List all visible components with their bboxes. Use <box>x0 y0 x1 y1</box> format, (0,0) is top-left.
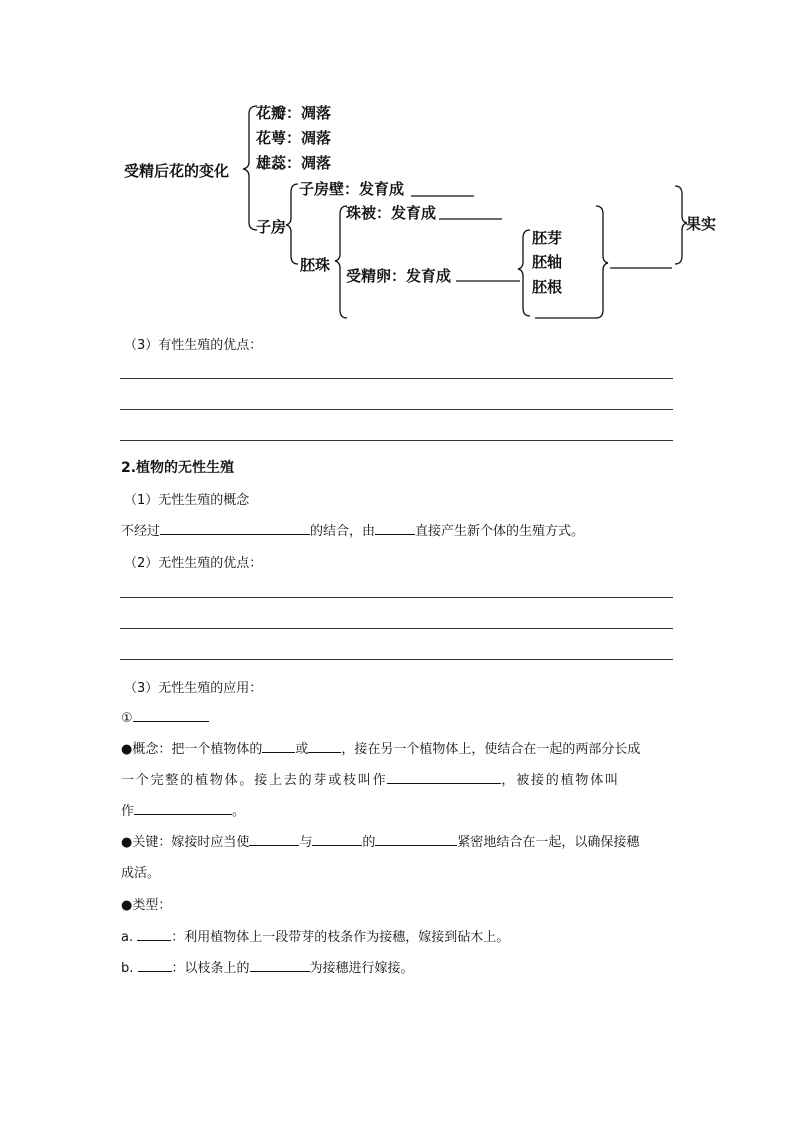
main-brace <box>243 106 257 230</box>
key-text-1: ●关键：嫁接时应当使 <box>121 835 250 850</box>
graft-concept-line1 <box>121 738 640 757</box>
graft-concept-text-5: ，被接的植物体叫 <box>501 773 620 788</box>
item1-blank[interactable] <box>133 707 209 722</box>
graft-blank-4[interactable] <box>134 800 232 815</box>
plumule-label: 胚芽 <box>532 229 563 247</box>
graft-concept-text-3: ，接在另一个植物体上，使结合在一起的两部分长成 <box>341 742 641 757</box>
key-text-4: 紧密地结合在一起，以确保接穗 <box>457 835 640 850</box>
concept-blank-2[interactable] <box>375 520 415 535</box>
item1-marker: ① <box>121 711 133 726</box>
answer-line <box>120 659 673 660</box>
asexual-advantages-label: （2）无性生殖的优点： <box>124 556 263 571</box>
type-b-line <box>121 957 414 976</box>
type-b-text-1: ：以枝条上的 <box>171 961 250 976</box>
graft-concept-text-4: 一个完整的植物体。接上去的芽或枝叫作 <box>121 773 388 788</box>
type-a-text: ：利用植物体上一段带芽的枝条作为接穗，嫁接到砧木上。 <box>171 930 510 945</box>
sexual-advantages-label: （3）有性生殖的优点： <box>124 338 263 353</box>
answer-line <box>120 628 673 629</box>
petal-label: 花瓣：凋落 <box>256 104 332 122</box>
radicle-label: 胚根 <box>532 278 563 296</box>
fruit-label: 果实 <box>686 215 717 233</box>
embryo-left-brace <box>518 230 530 316</box>
type-a-blank[interactable] <box>137 926 171 941</box>
graft-concept-text-6: 作 <box>121 804 135 819</box>
answer-line <box>120 440 673 441</box>
stamen-label: 雄蕊：凋落 <box>256 154 332 172</box>
concept-text-3: 直接产生新个体的生殖方式。 <box>415 524 585 539</box>
key-text-2: 与 <box>299 835 313 850</box>
graft-blank-3[interactable] <box>387 769 501 784</box>
graft-concept-text-1: ●概念：把一个植物体的 <box>121 742 263 757</box>
key-blank-2[interactable] <box>312 831 362 846</box>
type-b-blank-2[interactable] <box>250 957 310 972</box>
type-b-blank-1[interactable] <box>138 957 172 972</box>
graft-concept-line3 <box>121 800 245 819</box>
type-a-line <box>121 926 509 945</box>
type-b-text-2: 为接穗进行嫁接。 <box>309 961 414 976</box>
key-blank-1[interactable] <box>249 831 299 846</box>
ovary-brace <box>286 184 298 264</box>
embryo-right-brace <box>596 206 608 318</box>
ovary-wall-label: 子房壁：发育成 <box>299 180 405 198</box>
graft-concept-text-7: 。 <box>232 804 246 819</box>
application-label: （3）无性生殖的应用： <box>124 681 263 696</box>
concept-text-1: 不经过 <box>121 524 161 539</box>
fertilized-egg-label: 受精卵：发育成 <box>346 267 452 285</box>
hypocotyl-label: 胚轴 <box>532 253 563 271</box>
key-text-3: 的 <box>362 835 376 850</box>
type-b-marker: b. <box>121 961 134 976</box>
ovule-label: 胚珠 <box>300 256 331 274</box>
key-blank-3[interactable] <box>375 831 457 846</box>
answer-line <box>120 378 673 379</box>
type-a-marker: a. <box>121 930 134 945</box>
graft-concept-line2 <box>121 769 620 788</box>
concept-label: （1）无性生殖的概念 <box>124 493 250 508</box>
integument-label: 珠被：发育成 <box>346 204 437 222</box>
item1-line <box>121 707 209 726</box>
graft-blank-1[interactable] <box>262 738 295 753</box>
graft-blank-2[interactable] <box>308 738 341 753</box>
key-line1 <box>121 831 639 850</box>
concept-blank-1[interactable] <box>160 520 310 535</box>
concept-sentence <box>121 520 584 539</box>
answer-line <box>120 409 673 410</box>
graft-concept-text-2: 或 <box>295 742 309 757</box>
key-line2: 成活。 <box>121 866 161 881</box>
concept-text-2: 的结合，由 <box>310 524 376 539</box>
types-label: ●类型： <box>121 898 172 913</box>
ovary-label: 子房 <box>256 218 287 236</box>
section-title: 2.植物的无性生殖 <box>121 460 235 476</box>
answer-line <box>120 597 673 598</box>
diagram-root-label: 受精后花的变化 <box>124 162 230 180</box>
sepal-label: 花萼：凋落 <box>256 129 332 147</box>
